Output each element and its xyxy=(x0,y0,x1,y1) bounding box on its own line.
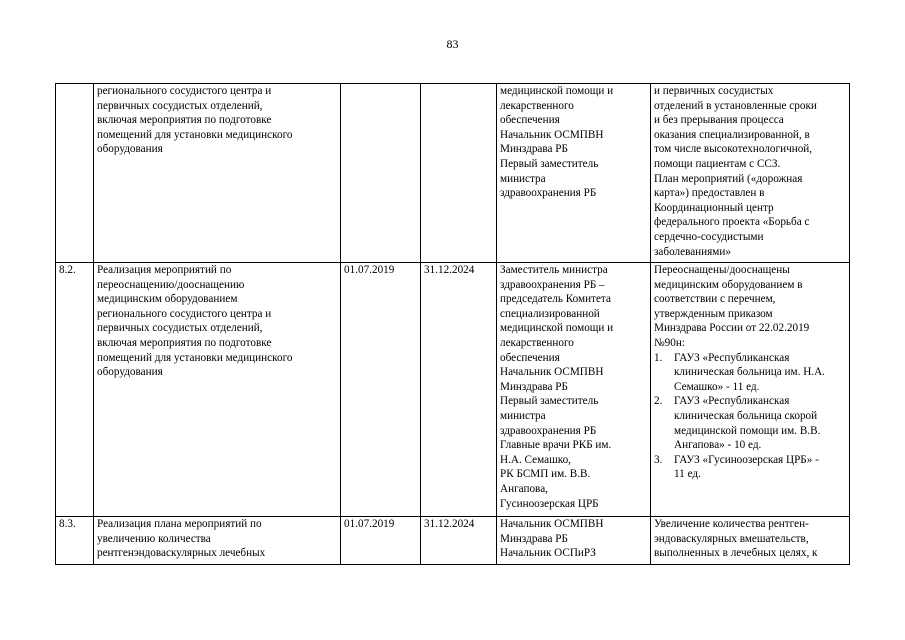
end-date-cell: 31.12.2024 xyxy=(421,263,497,517)
plan-table xyxy=(55,83,850,565)
result-cell: Увеличение количества рентген- эндоваскулярных вмешательств, выполненных в лечебных целях, к xyxy=(651,517,850,565)
result-cell: и первичных сосудистых отделений в установленные сроки и без прерывания процесса оказания специализированной, в том числе высокотехнологичной, помощи пациентам с ССЗ. План мероприятий («дорожная карта») предоставлен в Координационный центр федерального проекта «Борьба с сердечно-сосудистыми заболеваниями» xyxy=(651,84,850,263)
end-date-cell xyxy=(421,84,497,263)
start-date-cell: 01.07.2019 xyxy=(341,263,421,517)
table-row xyxy=(56,84,850,263)
row-number-cell: 8.3. xyxy=(56,517,94,565)
list-item: 2. ГАУЗ «Республиканская клиническая больница скорой медицинской помощи им. В.В. Ангапова» - 10 ед. xyxy=(654,395,821,452)
start-date-cell xyxy=(341,84,421,263)
event-cell: Реализация мероприятий по переоснащению/дооснащению медицинским оборудованием регионального сосудистого центра и первичных сосудистых отделений, включая мероприятия по подготовке помещений для установки медицинского оборудования xyxy=(94,263,341,517)
row-number-cell: 8.2. xyxy=(56,263,94,517)
start-date-cell: 01.07.2019 xyxy=(341,517,421,565)
result-cell: Переоснащены/дооснащены медицинским оборудованием в соответствии с перечнем, утвержденным приказом Минздрава России от 22.02.2019 №90н: 1. ГАУЗ «Республиканская клиническая больница им. Н.А. Семашко» - 11 ед. 2. ГАУЗ «Республиканская клиническая больница скорой медицинской помощи им. В.В. Ангапова» - 10 ед. 3. ГАУЗ «Гусиноозерская ЦРБ» - 11 ед. xyxy=(651,263,850,517)
end-date-cell: 31.12.2024 xyxy=(421,517,497,565)
responsible-cell: медицинской помощи и лекарственного обеспечения Начальник ОСМПВН Минздрава РБ Первый заместитель министра здравоохранения РБ xyxy=(497,84,651,263)
table-row xyxy=(56,263,850,517)
table-row xyxy=(56,517,850,565)
responsible-cell: Начальник ОСМПВН Минздрава РБ Начальник ОСПиРЗ xyxy=(497,517,651,565)
responsible-cell: Заместитель министра здравоохранения РБ – председатель Комитета специализированной медицинской помощи и лекарственного обеспечения Начальник ОСМПВН Минздрава РБ Первый заместитель министра здравоохранения РБ Главные врачи РКБ им. Н.А. Семашко, РК БСМП им. В.В. Ангапова, Гусиноозерская ЦРБ xyxy=(497,263,651,517)
list-item: 3. ГАУЗ «Гусиноозерская ЦРБ» - 11 ед. xyxy=(654,453,819,481)
row-number-cell xyxy=(56,84,94,263)
event-cell: Реализация плана мероприятий по увеличению количества рентгенэндоваскулярных лечебных xyxy=(94,517,341,565)
event-cell: регионального сосудистого центра и первичных сосудистых отделений, включая мероприятия по подготовке помещений для установки медицинского оборудования xyxy=(94,84,341,263)
equipment-list xyxy=(654,351,846,482)
page-number: 83 xyxy=(446,37,459,51)
list-item: 1. ГАУЗ «Республиканская клиническая больница им. Н.А. Семашко» - 11 ед. xyxy=(654,351,825,393)
